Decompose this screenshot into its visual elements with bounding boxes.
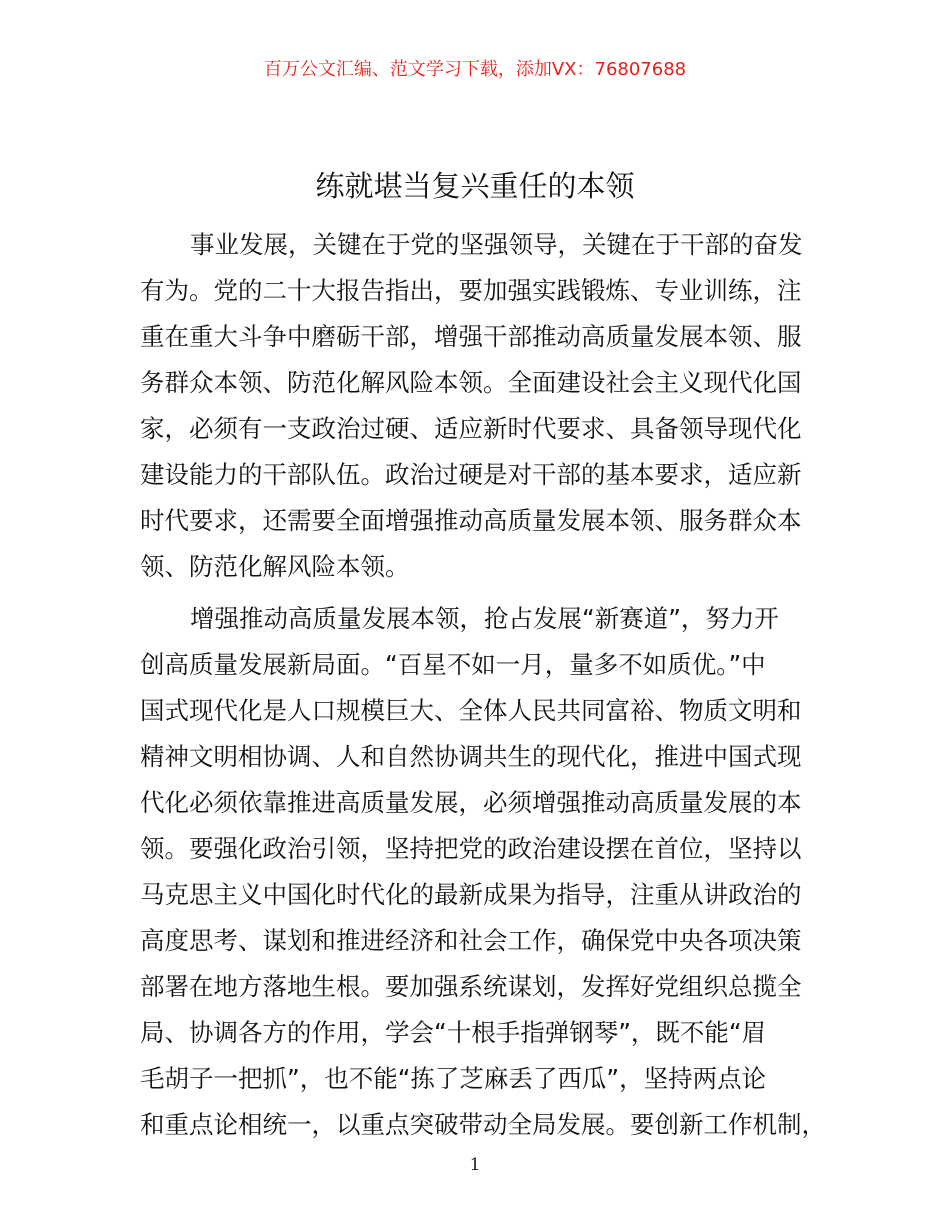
- paragraph-2-line: 精神文明相协调、人和自然协调共生的现代化，推进中国式现: [140, 742, 802, 771]
- paragraph-1-line: 家，必须有一支政治过硬、适应新时代要求、具备领导现代化: [140, 414, 802, 443]
- header-promo-note: 百万公文汇编、范文学习下载，添加VX：76807688: [263, 59, 687, 80]
- paragraph-2-line: 和重点论相统一，以重点突破带动全局发展。要创新工作机制，: [140, 1110, 826, 1139]
- paragraph-2-line: 局、协调各方的作用，学会“十根手指弹钢琴”，既不能“眉: [140, 1018, 767, 1047]
- document-title: 练就堪当复兴重任的本领: [315, 169, 635, 203]
- paragraph-2-line: 高度思考、谋划和推进经济和社会工作，确保党中央各项决策: [140, 926, 802, 955]
- paragraph-1-line: 务群众本领、防范化解风险本领。全面建设社会主义现代化国: [140, 368, 802, 397]
- paragraph-2-line: 马克思主义中国化时代化的最新成果为指导，注重从讲政治的: [140, 880, 802, 909]
- paragraph-1-line: 时代要求，还需要全面增强推动高质量发展本领、服务群众本: [140, 506, 802, 535]
- paragraph-1-line: 重在重大斗争中磨砺干部，增强干部推动高质量发展本领、服: [140, 322, 802, 351]
- paragraph-1-line: 事业发展，关键在于党的坚强领导，关键在于干部的奋发: [190, 230, 803, 259]
- paragraph-2-line: 毛胡子一把抓”，也不能“拣了芝麻丢了西瓜”，坚持两点论: [140, 1064, 767, 1093]
- paragraph-2-line: 部署在地方落地生根。要加强系统谋划，发挥好党组织总揽全: [140, 972, 802, 1001]
- paragraph-2-line: 创高质量发展新局面。“百星不如一月，量多不如质优。”中: [140, 650, 766, 679]
- paragraph-2-line: 国式现代化是人口规模巨大、全体人民共同富裕、物质文明和: [140, 696, 802, 725]
- paragraph-2-line: 增强推动高质量发展本领，抢占发展“新赛道”，努力开: [190, 604, 779, 633]
- paragraph-1-line: 建设能力的干部队伍。政治过硬是对干部的基本要求，适应新: [140, 460, 802, 489]
- paragraph-1-line: 有为。党的二十大报告指出，要加强实践锻炼、专业训练，注: [140, 276, 802, 305]
- paragraph-2-line: 代化必须依靠推进高质量发展，必须增强推动高质量发展的本: [140, 788, 802, 817]
- page-number: 1: [469, 1155, 481, 1175]
- paragraph-1-line: 领、防范化解风险本领。: [140, 552, 410, 581]
- paragraph-2-line: 领。要强化政治引领，坚持把党的政治建设摆在首位，坚持以: [140, 834, 802, 863]
